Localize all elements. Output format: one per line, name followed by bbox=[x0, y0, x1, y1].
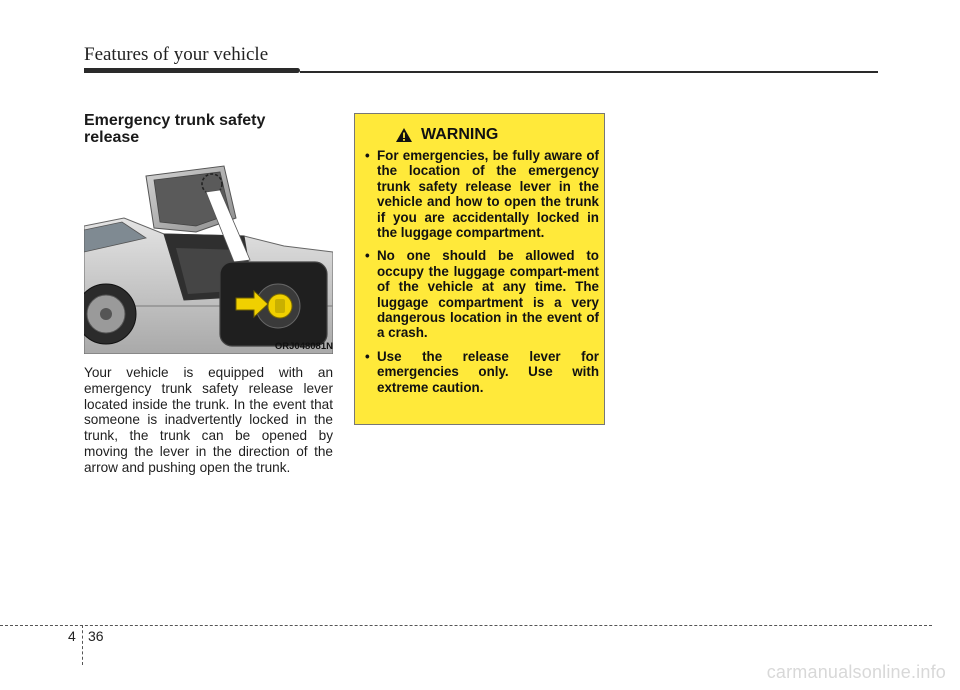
warning-triangle-icon bbox=[395, 127, 413, 143]
footer-rule bbox=[0, 625, 932, 626]
trunk-drawing bbox=[84, 156, 333, 354]
bullet-icon: • bbox=[365, 148, 370, 163]
header-rule-thick bbox=[84, 68, 300, 73]
header-rule-thin bbox=[300, 71, 878, 73]
bullet-icon: • bbox=[365, 348, 370, 364]
page-divider bbox=[82, 625, 83, 665]
header-title: Features of your vehicle bbox=[84, 44, 269, 65]
warning-item bbox=[363, 248, 599, 340]
warning-item-text: No one should be allowed to occupy the luggage compart-ment of the vehicle at any time. The luggage compartment is a very dangerous location in the event of a crash. bbox=[377, 248, 599, 341]
watermark: carmanualsonline.info bbox=[766, 662, 946, 682]
warning-item bbox=[363, 349, 599, 395]
section-heading: Emergency trunk safety release bbox=[84, 112, 266, 146]
warning-item-text: For emergencies, be fully aware of the location of the emergency trunk safety release lever in the vehicle and how to open the trunk if you are accidentally locked in the luggage compartment. bbox=[377, 148, 599, 241]
figure-code: ORJ048081N bbox=[274, 341, 333, 352]
warning-list bbox=[363, 148, 599, 403]
warning-title: WARNING bbox=[421, 126, 499, 143]
warning-box bbox=[354, 113, 605, 425]
warning-item bbox=[363, 148, 599, 240]
warning-item-text: Use the release lever for emergencies only. Use with extreme caution. bbox=[377, 348, 599, 395]
bullet-icon: • bbox=[365, 248, 370, 264]
warning-header bbox=[395, 125, 498, 145]
chapter-number: 4 bbox=[68, 628, 76, 644]
body-paragraph: Your vehicle is equipped with an emergency trunk safety release lever located inside the trunk. In the event that someone is inadvertently locked in the trunk, the trunk can be opened by moving the lever in the direction of the arrow and pushing open the trunk. bbox=[84, 365, 333, 475]
trunk-illustration bbox=[84, 156, 333, 354]
page-number: 36 bbox=[88, 628, 104, 644]
